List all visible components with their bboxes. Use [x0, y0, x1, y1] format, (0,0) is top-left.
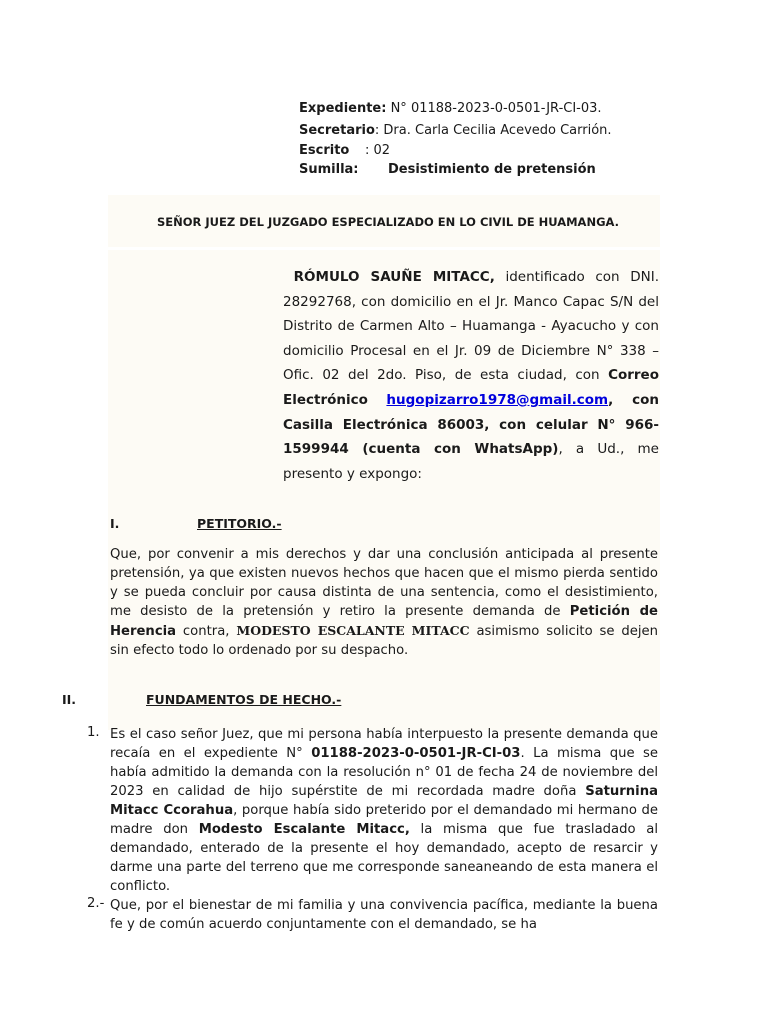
petitorio-heading — [197, 516, 282, 531]
item-1-mother: Saturnina Mitacc Ccorahua — [110, 784, 658, 818]
secretario-value: : Dra. Carla Cecilia Acevedo Carrión. — [374, 123, 612, 138]
petitorio-paragraph — [110, 545, 658, 660]
item-1-expediente: 01188-2023-0-0501-JR-CI-03 — [311, 746, 521, 761]
email-link[interactable]: hugopizarro1978@gmail.com — [386, 391, 609, 408]
party-name: RÓMULO SAUÑE MITACC, — [293, 269, 495, 285]
correo-label: Correo Electrónico — [283, 367, 659, 408]
item-1-text-d: la misma que fue trasladado al demandado, enterado de la presente el hoy demandado, acepto de resarcir y darme una parte del terreno que me corresponde saneaneando de esta manera el conflicto. — [110, 822, 658, 894]
petitorio-contra: contra, — [176, 624, 237, 639]
item-2-number: 2.- — [87, 896, 105, 911]
petitorio-numeral: I. — [110, 516, 120, 531]
petitorio-end: asimismo solicito se dejen sin efecto todo lo ordenado por su despacho. — [110, 624, 658, 658]
item-1-brother: Modesto Escalante Mitacc, — [198, 822, 410, 837]
item-1-text-a: Es el caso señor Juez, que mi persona había interpuesto la presente demanda que recaía en el expediente N° — [110, 727, 658, 761]
petitorio-heading-text: PETITORIO.- — [197, 516, 282, 531]
escrito-label: Escrito — [299, 143, 350, 158]
item-2-paragraph: Que, por el bienestar de mi familia y una convivencia pacífica, mediante la buena fe y de común acuerdo conjuntamente con el demandado, se ha — [110, 898, 658, 932]
item-1-paragraph — [110, 725, 658, 896]
escrito-line — [299, 143, 391, 158]
item-1-text-c: , porque había sido preterido por el demandado mi hermano de madre don — [110, 803, 658, 837]
expediente-line — [299, 101, 602, 116]
secretario-label: Secretario — [299, 123, 375, 138]
party-paragraph — [283, 265, 659, 486]
escrito-value: : 02 — [365, 143, 391, 158]
fundamentos-heading-text: FUNDAMENTOS DE HECHO.- — [146, 692, 342, 707]
peticion-herencia: Petición de Herencia — [110, 604, 658, 639]
party-text-2: , a Ud., me presento y expongo: — [283, 441, 659, 482]
expediente-label: Expediente: — [299, 101, 387, 116]
sumilla-value: Desistimiento de pretensión — [388, 162, 596, 177]
party-text-1: identificado con DNI. 28292768, con domicilio en el Jr. Manco Capac S/N del Distrito de Carmen Alto – Huamanga - Ayacucho y con domicilio Procesal en el Jr. 09 de Diciembre N° 338 – Ofic. 02 del 2do. Piso, de esta ciudad, con — [283, 269, 659, 384]
sumilla-line — [299, 162, 596, 177]
expediente-value: N° 01188-2023-0-0501-JR-CI-03. — [386, 101, 602, 116]
secretario-line — [299, 123, 612, 138]
item-1-text-b: . La misma que se había admitido la demanda con la resolución n° 01 de fecha 24 de noviembre del 2023 en calidad de hijo supérstite de mi recordada madre doña — [110, 746, 659, 799]
fundamentos-numeral: II. — [62, 692, 77, 707]
defendant-name: MODESTO ESCALANTE MITACC — [236, 623, 470, 638]
petitorio-text: Que, por convenir a mis derechos y dar una conclusión anticipada al presente pretensión, ya que existen nuevos hechos que hacen que el mismo pierda sentido y se pueda concluir por causa distinta de una sentencia, como el desistimiento, me desisto de la pretensión y retiro la presente demanda de — [110, 547, 658, 619]
item-1-number: 1. — [87, 725, 100, 740]
casilla-text: , con Casilla Electrónica 86003, con celular N° 966-1599944 (cuenta con WhatsApp) — [283, 391, 659, 458]
addressee-title: SEÑOR JUEZ DEL JUZGADO ESPECIALIZADO EN LO CIVIL DE HUAMANGA. — [157, 215, 619, 229]
fundamentos-heading — [146, 692, 341, 707]
sumilla-label: Sumilla: — [299, 162, 359, 177]
